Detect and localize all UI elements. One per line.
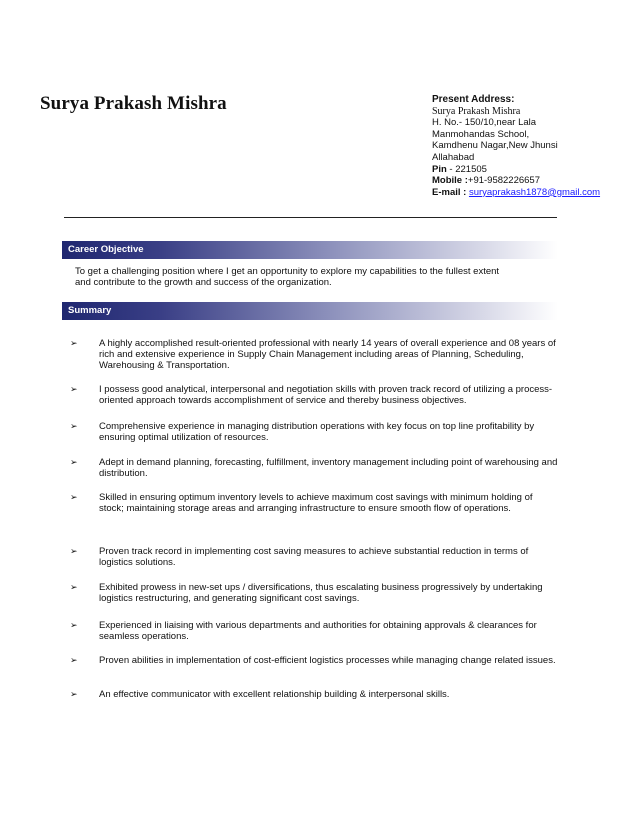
- bullet-arrow-icon: ➢: [70, 421, 78, 431]
- bullet-arrow-icon: ➢: [70, 338, 78, 348]
- pin-row: [432, 164, 632, 176]
- address-name: Surya Prakash Mishra: [432, 105, 521, 117]
- summary-item-text: An effective communicator with excellent relationship building & interpersonal skills.: [99, 689, 450, 700]
- summary-item-text: I possess good analytical, interpersonal and negotiation skills with proven track record of utilizing a process-oriented approach towards accomplishment of service and thereby business objectives.: [99, 384, 553, 407]
- address-line-3: Kamdhenu Nagar,New Jhunsi: [432, 140, 558, 152]
- bullet-arrow-icon: ➢: [70, 689, 78, 699]
- candidate-name: Surya Prakash Mishra: [40, 93, 227, 114]
- address-line-4: Allahabad: [432, 151, 475, 163]
- email-row: [432, 187, 632, 199]
- bullet-arrow-icon: ➢: [70, 655, 78, 665]
- summary-band: [62, 302, 558, 320]
- summary-item-text: Experienced in liaising with various departments and authorities for obtaining approvals & clearances for seamless operations.: [99, 620, 537, 643]
- career-objective-band: [62, 241, 558, 259]
- pin-label: Pin: [432, 163, 447, 175]
- header-divider: [64, 217, 557, 218]
- career-objective-text: To get a challenging position where I get an opportunity to explore my capabilities to the fullest extent and contribute to the growth and success of the organization.: [75, 266, 500, 288]
- mobile-row: [432, 175, 632, 187]
- summary-item-text: Proven abilities in implementation of cost-efficient logistics processes while managing change related issues.: [99, 655, 556, 666]
- address-line-2: Manmohandas School,: [432, 128, 530, 140]
- bullet-arrow-icon: ➢: [70, 492, 78, 502]
- summary-item-text: Proven track record in implementing cost saving measures to achieve substantial reduction in terms of logistics solutions.: [99, 546, 529, 569]
- address-heading: Present Address:: [432, 94, 515, 105]
- bullet-arrow-icon: ➢: [70, 457, 78, 467]
- summary-item-text: Exhibited prowess in new-set ups / diversifications, thus escalating business progressively by undertaking logistics restructuring, and generating significant cost savings.: [99, 582, 543, 605]
- summary-item-text: Comprehensive experience in managing distribution operations with key focus on top line profitability by ensuring optimal utilization of resources.: [99, 421, 535, 444]
- pin-value: - 221505: [446, 163, 487, 175]
- mobile-label: Mobile :: [432, 175, 468, 187]
- career-objective-title: Career Objective: [68, 244, 144, 255]
- bullet-arrow-icon: ➢: [70, 546, 78, 556]
- summary-title: Summary: [68, 305, 112, 316]
- bullet-arrow-icon: ➢: [70, 384, 78, 394]
- mobile-value: +91-9582226657: [467, 175, 541, 187]
- summary-item-text: Adept in demand planning, forecasting, fulfillment, inventory management including point of warehousing and distribution.: [99, 457, 558, 480]
- email-label: E-mail :: [432, 186, 467, 198]
- email-link[interactable]: suryaprakash1878@gmail.com: [468, 186, 601, 198]
- summary-item-text: A highly accomplished result-oriented professional with nearly 14 years of overall experience and 08 years of rich and extensive experience in Supply Chain Management including areas of Planning, Scheduling, Warehousing & Transportation.: [99, 338, 556, 372]
- bullet-arrow-icon: ➢: [70, 620, 78, 630]
- address-line-1: H. No.- 150/10,near Lala: [432, 117, 537, 129]
- summary-item-text: Skilled in ensuring optimum inventory levels to achieve maximum cost savings with minimum holding of stock; maintaining storage areas and arranging infrastructure to ensure smooth flow of operations.: [99, 492, 533, 515]
- bullet-arrow-icon: ➢: [70, 582, 78, 592]
- present-address-block: [432, 94, 632, 198]
